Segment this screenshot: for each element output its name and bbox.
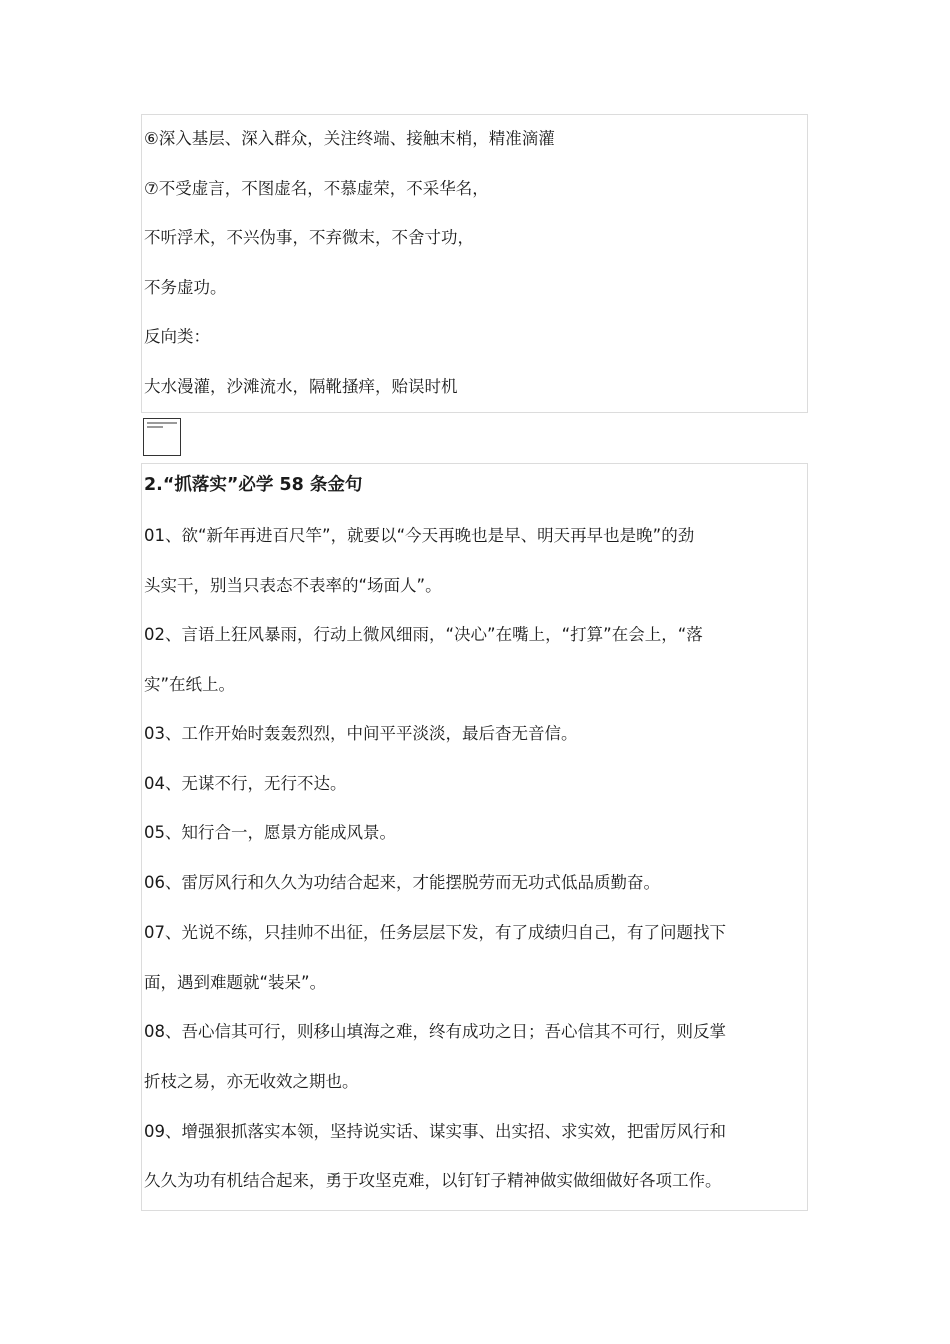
text-line: 05、知行合一，愿景方能成风景。 — [144, 823, 396, 842]
text-line: 07、光说不练，只挂帅不出征，任务层层下发，有了成绩归自己，有了问题找下 — [144, 923, 726, 942]
text-line: 不务虚功。 — [144, 278, 227, 297]
text-line: 反向类： — [144, 327, 210, 346]
text-line: 06、雷厉风行和久久为功结合起来，才能摆脱劳而无功式低品质勤奋。 — [144, 873, 660, 892]
text-line: 头实干，别当只表态不表率的“场面人”。 — [144, 576, 442, 595]
text-line: ⑦不受虚言，不图虚名，不慕虚荣，不采华名， — [144, 179, 489, 198]
text-line: 04、无谋不行，无行不达。 — [144, 774, 347, 793]
text-line: 08、吾心信其可行，则移山填海之难，终有成功之日；吾心信其不可行，则反掌 — [144, 1022, 726, 1041]
text-line: 久久为功有机结合起来，勇于攻坚克难，以钉钉子精神做实做细做好各项工作。 — [144, 1171, 722, 1190]
text-line: 实”在纸上。 — [144, 675, 236, 694]
thumbnail-text-mark — [147, 426, 163, 428]
text-line: 折枝之易，亦无收效之期也。 — [144, 1072, 359, 1091]
content-block-2 — [141, 463, 808, 1211]
text-line: 03、工作开始时轰轰烈烈，中间平平淡淡，最后杳无音信。 — [144, 724, 578, 743]
text-line: 面，遇到难题就“装呆”。 — [144, 973, 327, 992]
text-line: ⑥深入基层、深入群众，关注终端、接触末梢，精准滴灌 — [144, 129, 555, 148]
text-line: 不听浮术，不兴伪事，不弃微末，不舍寸功， — [144, 228, 474, 247]
thumbnail-text-mark — [147, 422, 177, 424]
text-line: 09、增强狠抓落实本领，坚持说实话、谋实事、出实招、求实效，把雷厉风行和 — [144, 1122, 726, 1141]
image-thumbnail — [143, 418, 181, 456]
content-block-1 — [141, 114, 808, 413]
text-line: 02、言语上狂风暴雨，行动上微风细雨，“决心”在嘴上，“打算”在会上，“落 — [144, 625, 703, 644]
text-line: 大水漫灌，沙滩流水，隔靴搔痒，贻误时机 — [144, 377, 458, 396]
text-line: 01、欲“新年再进百尺竿”，就要以“今天再晚也是早、明天再早也是晚”的劲 — [144, 526, 695, 545]
section-heading: 2.“抓落实”必学 58 条金句 — [144, 475, 363, 495]
